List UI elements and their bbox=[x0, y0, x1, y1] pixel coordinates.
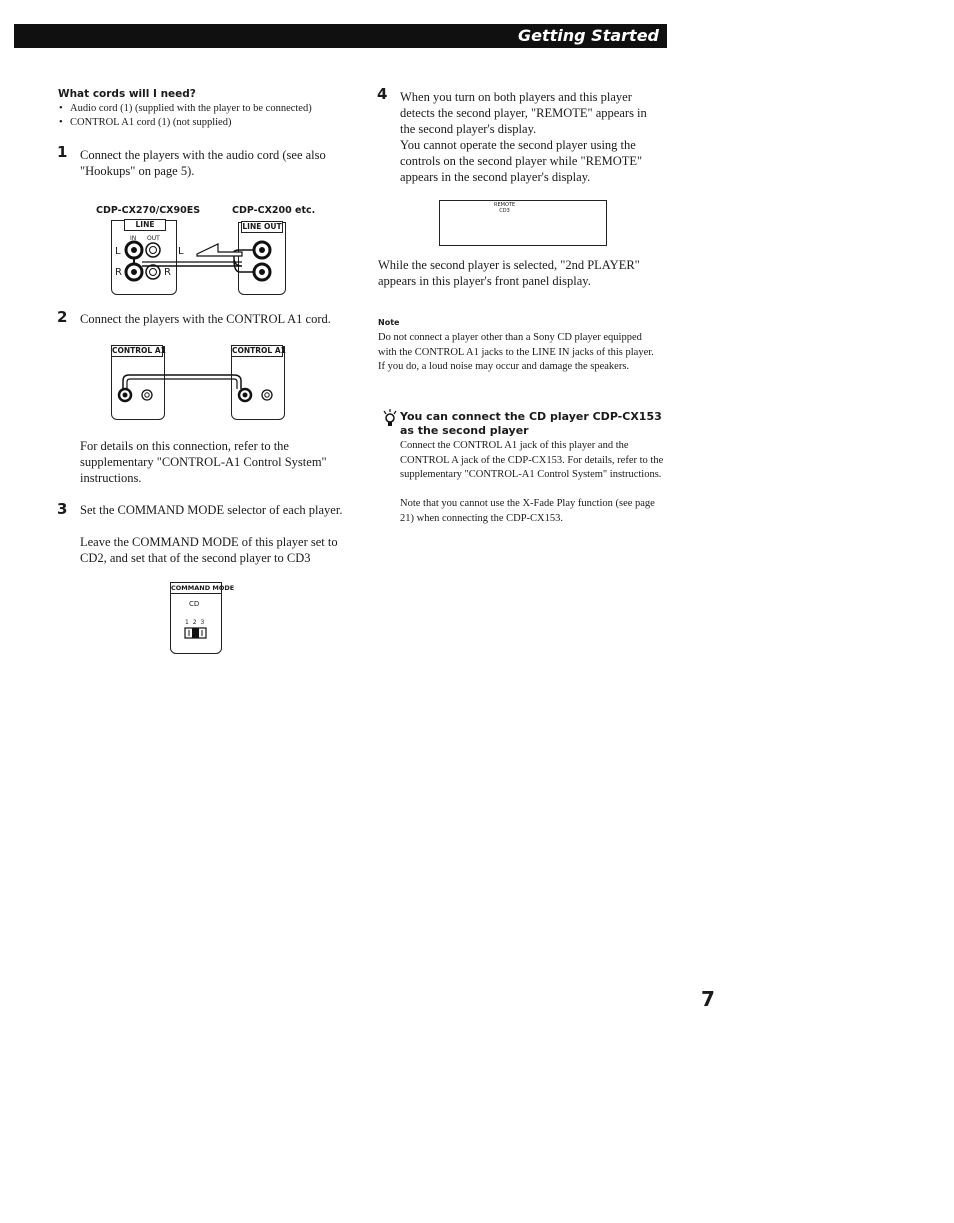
note-heading: Note bbox=[378, 318, 400, 327]
line-out-tab: LINE OUT bbox=[242, 222, 282, 231]
command-mode-positions: 1 2 3 bbox=[185, 619, 206, 626]
cords-list bbox=[58, 102, 358, 130]
jack-l-label-left: L bbox=[115, 246, 121, 257]
second-player-selected-text: While the second player is selected, "2nd PLAYER" appears in this player's front panel display. bbox=[378, 258, 640, 288]
model-label-right: CDP-CX200 etc. bbox=[232, 205, 316, 216]
step-2-text: Connect the players with the CONTROL A1 cord. bbox=[80, 312, 331, 326]
tip-title: You can connect the CD player CDP-CX153 as the second player bbox=[400, 410, 662, 437]
second-player-display bbox=[439, 200, 607, 246]
step-3-text-b: Leave the COMMAND MODE of this player set to CD2, and set that of the second player to CD3 bbox=[80, 535, 338, 565]
jack-r-label-left: R bbox=[115, 267, 122, 278]
control-a1-cord-diagram bbox=[110, 365, 290, 410]
lightbulb-tip-icon bbox=[382, 408, 398, 428]
jack-r-label-right: R bbox=[164, 267, 171, 278]
audio-cord-diagram bbox=[110, 230, 290, 295]
control-a1-tab-right: CONTROL A1 bbox=[232, 346, 286, 355]
section-header-bar bbox=[14, 24, 667, 48]
jack-l-label-right: L bbox=[178, 246, 184, 257]
control-a1-tab-left: CONTROL A1 bbox=[112, 346, 166, 355]
note-text: Do not connect a player other than a Sony CD player equipped with the CONTROL A1 jacks to the LINE IN jacks of this player. If you do, a loud noise may occur and damage the speakers. bbox=[378, 332, 654, 372]
step-2-number: 2 bbox=[57, 308, 68, 326]
display-line-1: REMOTE bbox=[494, 202, 516, 208]
display-line-2: CD3 bbox=[499, 208, 510, 214]
step-3-number: 3 bbox=[57, 500, 68, 518]
page-number: 7 bbox=[701, 987, 715, 1011]
jack-out-label: OUT bbox=[147, 235, 160, 242]
cords-list-item: • Audio cord (1) (supplied with the player to be connected) bbox=[58, 102, 358, 116]
tip-text-b: Note that you cannot use the X-Fade Play function (see page 21) when connecting the CDP-CX153. bbox=[400, 498, 655, 524]
step-1-text: Connect the players with the audio cord (see also "Hookups" on page 5). bbox=[80, 148, 326, 178]
cords-heading: What cords will I need? bbox=[58, 88, 196, 100]
model-label-left: CDP-CX270/CX90ES bbox=[96, 205, 201, 216]
section-title: Getting Started bbox=[518, 26, 659, 45]
jack-in-label: IN bbox=[130, 235, 137, 242]
tip-text-a: Connect the CONTROL A1 jack of this player and the CONTROL A jack of the CDP-CX153. For details, refer to the supplementary "CONTROL-A1 Control System" instructions. bbox=[400, 440, 664, 480]
cords-list-item: • CONTROL A1 cord (1) (not supplied) bbox=[58, 116, 358, 130]
step-4-number: 4 bbox=[377, 85, 388, 103]
command-mode-cd-label: CD bbox=[189, 600, 200, 608]
command-mode-slider-icon bbox=[184, 626, 208, 640]
step-3-text-a: Set the COMMAND MODE selector of each player. bbox=[80, 503, 343, 517]
line-jack-tab: LINE bbox=[124, 219, 166, 231]
step-2-details-text: For details on this connection, refer to the supplementary "CONTROL-A1 Control System" instructions. bbox=[80, 439, 327, 485]
step-4-text-b: You cannot operate the second player using the controls on the second player while "REMOTE" appears in the second player's display. bbox=[400, 138, 643, 184]
step-4-text-a: When you turn on both players and this player detects the second player, "REMOTE" appears in the second player's display. bbox=[400, 90, 647, 136]
step-1-number: 1 bbox=[57, 143, 68, 161]
command-mode-tab: COMMAND MODE bbox=[171, 584, 235, 592]
